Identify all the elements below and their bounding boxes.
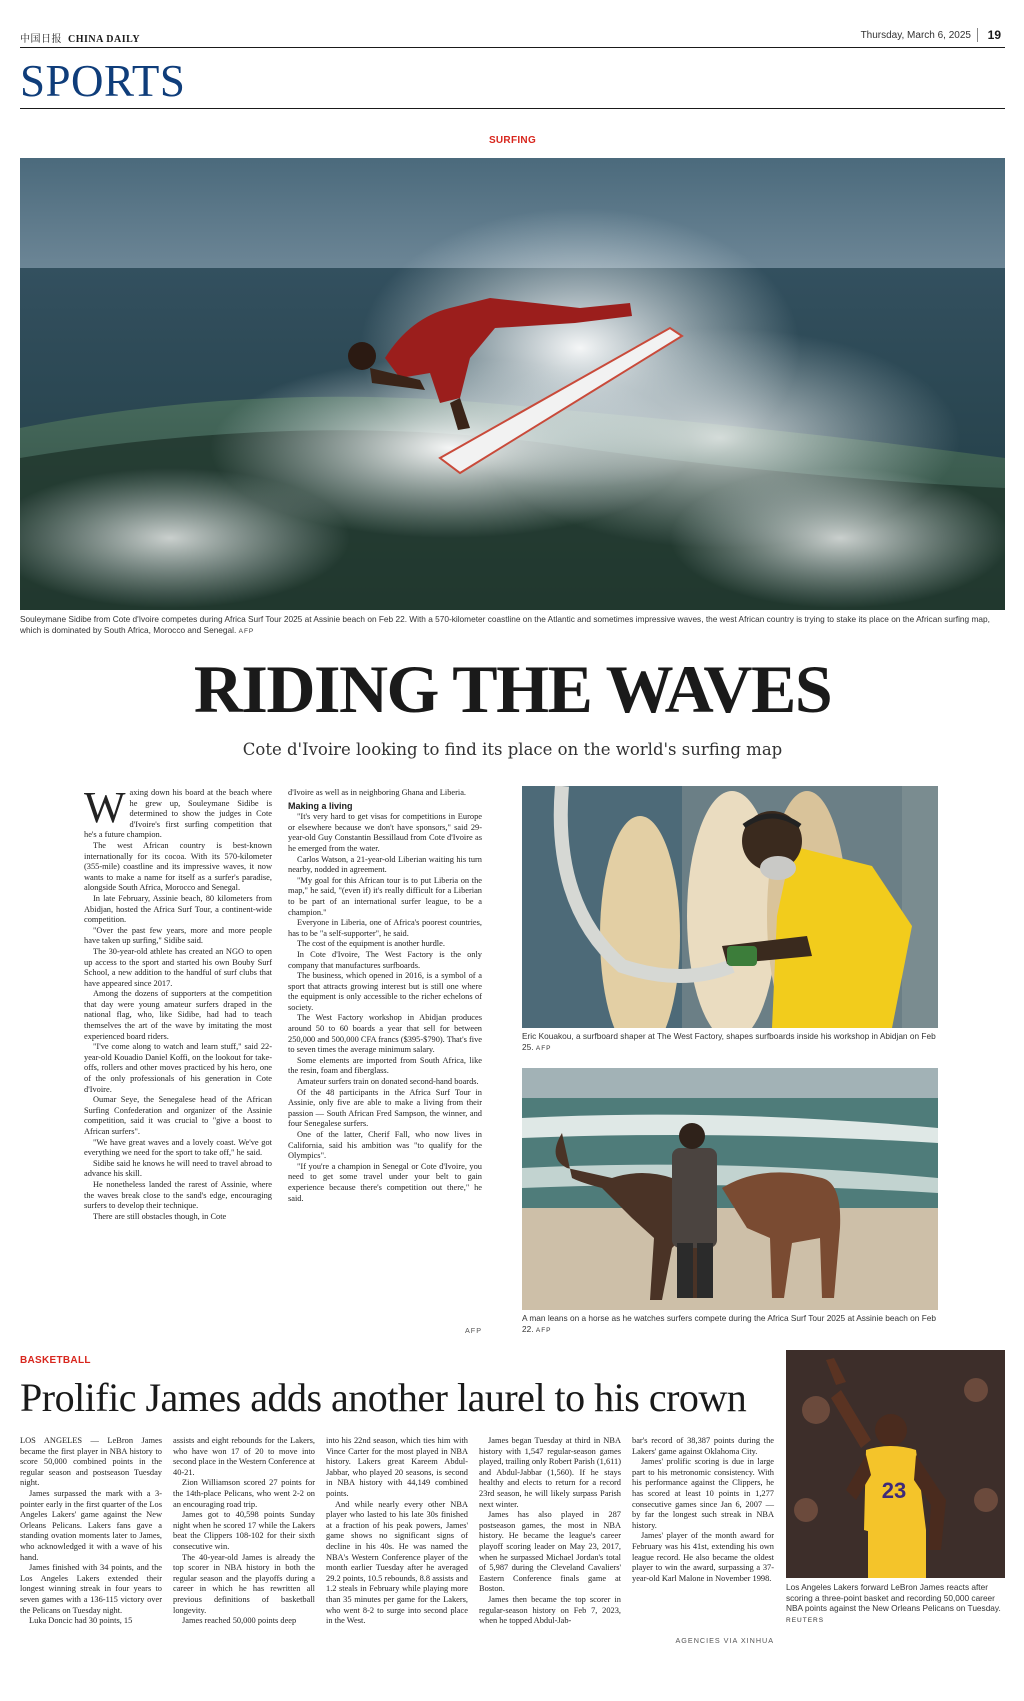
- paragraph: Some elements are imported from South Africa, like the resin, foam and fiberglass.: [288, 1055, 482, 1076]
- horse-photo: [522, 1068, 938, 1310]
- lebron-photo-credit: REUTERS: [786, 1616, 825, 1624]
- paragraph: d'Ivoire as well as in neighboring Ghana and Liberia.: [288, 788, 467, 797]
- paragraph: James' prolific scoring is due in large part to his metronomic consistency. With his performance against the Clippers, he has scored at least 10 points in 1,277 consecutive games since Jan 6, 2007 — by far the longest such streak in NBA history.: [632, 1457, 774, 1530]
- basketball-article-col2: [173, 1436, 315, 1627]
- surfer-photo: [20, 158, 1005, 610]
- shaper-photo-credit: AFP: [535, 1044, 552, 1052]
- paragraph: Carlos Watson, a 21-year-old Liberian waiting his turn nearby, nodded in agreement.: [288, 854, 482, 875]
- issue-date: Thursday, March 6, 2025: [860, 30, 971, 41]
- logo-english: CHINA DAILY: [68, 34, 141, 45]
- lebron-caption-text: Los Angeles Lakers forward LeBron James reacts after scoring a three-point basket and recording 50,000 career NBA points against the New Orleans Pelicans on Tuesday.: [786, 1582, 1001, 1613]
- paragraph: "Over the past few years, more and more people have taken up surfing," Sidibe said.: [84, 925, 272, 946]
- drop-cap: W: [84, 783, 126, 832]
- paragraph: "If you're a champion in Senegal or Cote d'Ivoire, you need to get some travel under your belt to gain experience because there's competition out there," he said.: [288, 1161, 482, 1203]
- paragraph: Oumar Seye, the Senegalese head of the African Surfing Confederation and organizer of the Assinie competition, said it was crucial to "give a boost to African surfers".: [84, 1095, 272, 1136]
- paragraph: assists and eight rebounds for the Lakers, who have won 17 of 20 to move into second place in the Western Conference at 40-21.: [173, 1436, 315, 1477]
- surfing-headline: RIDING THE WAVES: [193, 651, 832, 727]
- basketball-article-col4: [479, 1436, 621, 1627]
- paragraph: LOS ANGELES — LeBron James became the first player in NBA history to score 50,000 combined points in the regular season and postseason Tuesday night.: [20, 1436, 162, 1488]
- main-photo-caption-text: Souleymane Sidibe from Cote d'Ivoire competes during Africa Surf Tour 2025 at Assinie beach on Feb 22. With a 570-kilometer coastline on the Atlantic and sometimes impressive waves, the west African country is trying to stake its place on the African surfing map, which is dominated by South Africa, Morocco and Senegal.: [20, 614, 990, 635]
- lebron-photo-graphic: [786, 1350, 1005, 1578]
- paragraph: One of the latter, Cherif Fall, who now lives in California, said his ambition was "to qualify for the Olympics".: [288, 1130, 482, 1161]
- paragraph: "We have great waves and a lovely coast. We've got everything we need for the sport to take off," he said.: [84, 1137, 272, 1158]
- jersey-number: 23: [881, 1478, 907, 1503]
- lebron-photo: [786, 1350, 1005, 1578]
- shaper-caption-text: Eric Kouakou, a surfboard shaper at The West Factory, shapes surfboards inside his workshop in Abidjan on Feb 25.: [522, 1031, 936, 1052]
- basketball-kicker: BASKETBALL: [20, 1355, 91, 1366]
- paragraph: In late February, Assinie beach, 80 kilometers from Abidjan, hosted the Africa Surf Tour, a continent-wide competition.: [84, 893, 272, 925]
- main-photo-credit: AFP: [238, 627, 255, 635]
- main-photo-caption: [20, 614, 1005, 637]
- paragraph: into his 22nd season, which ties him with Vince Carter for the most played in NBA history. Lakers great Kareem Abdul-Jabbar, who played 20 seasons, is second in NBA history with 44,149 combined points.: [326, 1436, 468, 1498]
- surfing-article-col1: [84, 783, 272, 1222]
- shaper-photo-caption: [522, 1031, 938, 1054]
- shaper-photo-graphic: [522, 786, 938, 1028]
- paragraph: He nonetheless landed the rarest of Assinie, where the waves break close to the sand's edge, encouraging surfers to develop their technique.: [84, 1179, 272, 1211]
- paragraph: Amateur surfers train on donated second-hand boards.: [297, 1077, 479, 1087]
- basketball-article-col3: [326, 1436, 468, 1627]
- masthead-divider: [977, 28, 978, 42]
- surfing-kicker: SURFING: [488, 135, 537, 146]
- paragraph: "My goal for this African tour is to put Liberia on the map," he said, "(even if) it's really difficult for a Liberian to be part of an international surfer league, to be a champion.": [288, 875, 482, 917]
- section-title: SPORTS: [20, 56, 186, 106]
- masthead-rule: [20, 47, 1005, 48]
- paragraph: James then became the top scorer in regular-season history on Feb 7, 2023, when he topped Abdul-Jab-: [479, 1594, 621, 1626]
- paragraph: James began Tuesday at third in NBA history with 1,547 regular-season games played, trailing only Robert Parish (1,611) and Abdul-Jabbar (1,560). If he stays healthy and elects to return for a record 23rd season, he will likely surpass Parish next winter.: [479, 1436, 621, 1509]
- basketball-story-credit: AGENCIES VIA XINHUA: [675, 1636, 774, 1645]
- paragraph: "It's very hard to get visas for competitions in Europe or elsewhere because we don't have sponsors," said 29-year-old Guy Constantin Bessillaud from Cote d'Ivoire as he emerged from the water.: [288, 812, 482, 853]
- basketball-headline: Prolific James adds another laurel to his crown: [20, 1375, 747, 1420]
- paragraph: axing down his board at the beach where he grew up, Souleymane Sidibe is determined to show the judges in Cote d'Ivoire's first surfing competition that he's a future champion.: [84, 788, 272, 840]
- paragraph: The 40-year-old James is already the top scorer in NBA history in both the regular season and the playoffs during a career in which he has rewritten all previous definitions of basketball longevity.: [173, 1552, 315, 1615]
- newspaper-logo: [20, 30, 140, 45]
- horse-photo-caption: [522, 1313, 938, 1336]
- page-number: 19: [987, 28, 1001, 42]
- paragraph: The west African country is best-known internationally for its cocoa. With its 570-kilometer (355-mile) coastline and its impressive waves, it now wants to make a name for itself as a surfer's paradise, alongside South Africa, Morocco and Senegal.: [84, 840, 272, 893]
- horse-photo-graphic: [522, 1068, 938, 1310]
- surfing-story-credit: AFP: [465, 1326, 482, 1335]
- paragraph: The 30-year-old athlete has created an NGO to open up access to the sport and started his own Bouby Surf School, a new addition to the handful of surf clubs that have appeared since 2017.: [84, 946, 272, 988]
- paragraph: James finished with 34 points, and the Los Angeles Lakers extended their longest winning streak in four years to seven games with a 136-115 victory over the Pelicans on Tuesday night.: [20, 1563, 162, 1615]
- shaper-photo: [522, 786, 938, 1028]
- surfer-photo-graphic: [20, 158, 1005, 610]
- paragraph: Of the 48 participants in the Africa Surf Tour in Assinie, only five are able to make a living from their passion — South African Fred Sampson, the winner, and four Senegalese surfers.: [288, 1087, 482, 1129]
- logo-chinese: 中国日报: [20, 34, 62, 45]
- paragraph: "I've come along to watch and learn stuff," said 22-year-old Kouadio Daniel Koffi, on the lookout for take-offs, rollers and other moves practiced by his hero, one of the only professionals of his generation in Cote d'Ivoire.: [84, 1042, 272, 1094]
- paragraph: Among the dozens of supporters at the competition that day were young amateur surfers draped in the national flag, who, like Sidibe, had had to teach themselves the art of the wave by imitating the most experienced board riders.: [84, 989, 272, 1041]
- basketball-article-col5: [632, 1436, 774, 1584]
- section-rule: [20, 108, 1005, 109]
- surfing-deck: Cote d'Ivoire looking to find its place on the world's surfing map: [242, 740, 783, 759]
- horse-caption-text: A man leans on a horse as he watches surfers compete during the Africa Surf Tour 2025 at Assinie beach on Feb 22.: [522, 1313, 937, 1334]
- basketball-article-col1: [20, 1436, 162, 1627]
- lebron-photo-caption: [786, 1582, 1005, 1626]
- paragraph: The cost of the equipment is another hurdle.: [297, 939, 445, 949]
- horse-photo-credit: AFP: [535, 1326, 552, 1334]
- paragraph: The business, which opened in 2016, is a symbol of a sport that attracts growing interest but is still one where the equipment is only accessible to the richer echelons of society.: [288, 971, 482, 1012]
- paragraph: James got to 40,598 points Sunday night when he scored 17 while the Lakers beat the Clippers 108-102 for their sixth consecutive win.: [173, 1510, 315, 1551]
- paragraph: James reached 50,000 points deep: [182, 1616, 297, 1626]
- paragraph: Sidibe said he knows he will need to travel abroad to advance his skill.: [84, 1158, 272, 1179]
- paragraph: Luka Doncic had 30 points, 15: [29, 1616, 133, 1626]
- paragraph: James surpassed the mark with a 3-pointer early in the first quarter of the Los Angeles Lakers' game against the New Orleans Pelicans. Lakers fans gave a standing ovation moments later to James, who acknowledged it with a wave of his hand.: [20, 1488, 162, 1562]
- paragraph: James' player of the month award for February was his 41st, extending his own league record. He also became the oldest player to win the award, surpassing a 37-year-old Karl Malone in November 1998.: [632, 1531, 774, 1583]
- paragraph: James has also played in 287 postseason games, the most in NBA history. He became the league's career playoff scoring leader on May 23, 2017, when he surpassed Michael Jordan's total of 5,987 during the Cleveland Cavaliers' Eastern Conference finals game at Boston.: [479, 1510, 621, 1594]
- paragraph: In Cote d'Ivoire, The West Factory is the only company that manufactures surfboards.: [288, 949, 482, 970]
- paragraph: bar's record of 38,387 points during the Lakers' game against Oklahoma City.: [632, 1436, 774, 1456]
- paragraph: Everyone in Liberia, one of Africa's poorest countries, has to be "a self-supporter", he said.: [288, 918, 482, 938]
- paragraph: There are still obstacles though, in Cote: [93, 1211, 227, 1221]
- paragraph: Zion Williamson scored 27 points for the 14th-place Pelicans, who went 2-2 on an encouraging road trip.: [173, 1478, 315, 1509]
- masthead-bar: [20, 26, 1005, 48]
- paragraph: And while nearly every other NBA player who lasted to his late 30s finished at a fraction of his peak powers, James' game shows no significant signs of decline in his 40s. He was named the NBA's Western Conference player of the month earlier Tuesday after he averaged 29.2 points, 10.5 rebounds, 8.8 assists and 1.2 steals in February while playing more than 35 minutes per game for the Lakers, who went 8-2 to surge into second place in the West.: [326, 1499, 468, 1626]
- surfing-article-col2: [288, 788, 482, 1204]
- paragraph: The West Factory workshop in Abidjan produces around 50 to 60 boards a year that sell for between 250,000 and 500,000 CFA francs ($395-$790). That's five to seven times the average minimum salary.: [288, 1013, 482, 1055]
- subhead-making-a-living: Making a living: [288, 800, 353, 811]
